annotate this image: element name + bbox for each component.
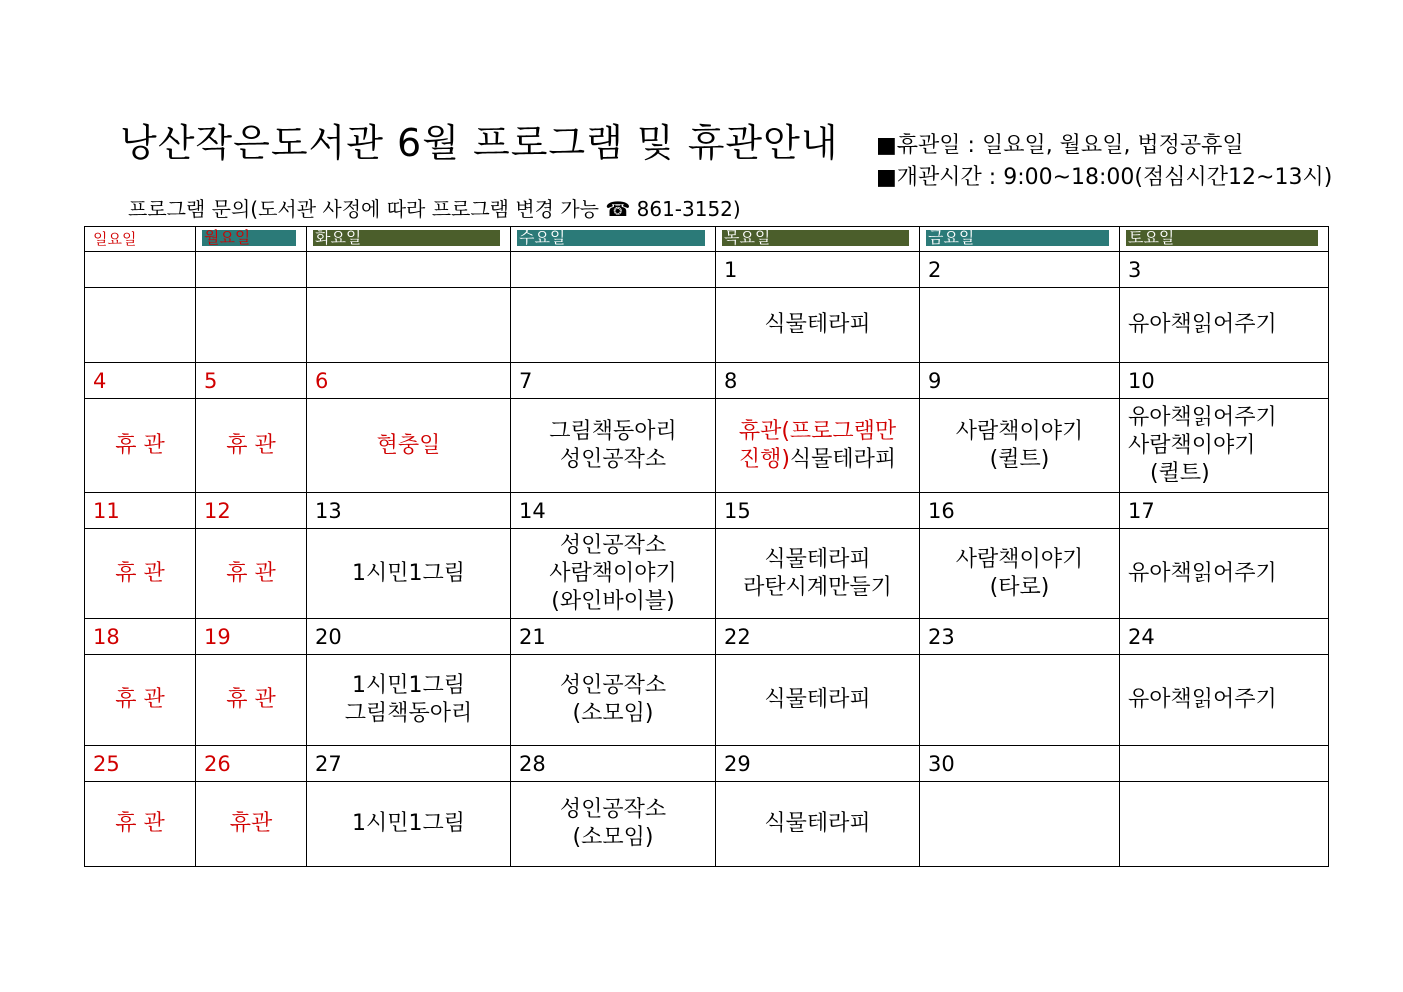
date-cell: 21 <box>511 619 716 655</box>
date-row <box>85 619 1329 655</box>
date-cell: 17 <box>1120 493 1329 529</box>
date-cell: 28 <box>511 746 716 782</box>
event-text: 그림책동아리 <box>344 701 473 726</box>
event-text: (소모임) <box>572 825 654 850</box>
event-text: 1시민1그림 <box>351 673 465 698</box>
event-row <box>85 655 1329 746</box>
event-text: 사람책이야기 <box>549 560 677 586</box>
event-text: 유아책읽어주기 <box>1128 687 1277 712</box>
event-text: 유아책읽어주기 <box>1128 312 1277 337</box>
event-text: 사람책이야기 <box>955 546 1084 572</box>
date-cell: 2 <box>920 252 1120 288</box>
date-cell: 26 <box>196 746 307 782</box>
event-text: 휴 관 <box>226 432 276 458</box>
event-row <box>85 782 1329 867</box>
header-tuesday: 화요일 <box>307 227 511 252</box>
event-text: 1시민1그림 <box>351 560 465 586</box>
event-text: 사람책이야기 <box>1128 432 1256 458</box>
date-cell: 12 <box>196 493 307 529</box>
date-cell: 14 <box>511 493 716 529</box>
event-cell <box>1120 288 1329 363</box>
event-cell <box>920 655 1120 746</box>
program-inquiry: 프로그램 문의(도서관 사정에 따라 프로그램 변경 가능 ☎ 861-3152) <box>128 197 741 221</box>
event-text: (퀼트) <box>989 446 1050 472</box>
event-text: 휴관 <box>229 811 273 836</box>
event-cell <box>920 288 1120 363</box>
event-text: 식물테라피 <box>764 312 871 337</box>
event-text: 휴 관 <box>115 432 165 458</box>
event-cell <box>920 782 1120 867</box>
date-cell: 7 <box>511 363 716 399</box>
program-calendar <box>84 226 1329 867</box>
event-text: 성인공작소 <box>559 446 667 472</box>
event-text: 휴 관 <box>115 687 165 712</box>
event-text: 휴 관 <box>115 811 165 836</box>
event-text: (타로) <box>989 574 1050 600</box>
date-cell: 22 <box>716 619 920 655</box>
date-row <box>85 493 1329 529</box>
date-row <box>85 252 1329 288</box>
event-cell <box>85 399 196 493</box>
event-text: 그림책동아리 <box>549 418 677 444</box>
event-row <box>85 288 1329 363</box>
event-text: 유아책읽어주기 <box>1128 404 1277 430</box>
date-row <box>85 363 1329 399</box>
date-cell: 29 <box>716 746 920 782</box>
date-cell: 15 <box>716 493 920 529</box>
event-cell <box>1120 655 1329 746</box>
event-text: 라탄시계만들기 <box>743 574 892 600</box>
event-cell <box>716 782 920 867</box>
event-text: (퀼트) <box>1150 460 1210 486</box>
event-text: 식물테라피 <box>764 546 871 572</box>
date-cell: 10 <box>1120 363 1329 399</box>
event-text: 1시민1그림 <box>351 811 465 836</box>
event-text: 휴 관 <box>226 560 276 586</box>
event-cell <box>307 288 511 363</box>
event-text: 진행)식물테라피 <box>738 446 897 472</box>
event-cell <box>196 655 307 746</box>
event-cell <box>511 288 716 363</box>
event-text: 현충일 <box>376 432 441 458</box>
event-text: 유아책읽어주기 <box>1128 560 1277 586</box>
date-cell: 23 <box>920 619 1120 655</box>
event-text: 식물테라피 <box>764 811 871 836</box>
date-cell: 20 <box>307 619 511 655</box>
date-cell: 19 <box>196 619 307 655</box>
date-cell: 27 <box>307 746 511 782</box>
date-cell: 13 <box>307 493 511 529</box>
date-cell <box>307 252 511 288</box>
event-cell <box>307 782 511 867</box>
date-cell: 30 <box>920 746 1120 782</box>
date-cell: 16 <box>920 493 1120 529</box>
event-text: (소모임) <box>572 701 654 726</box>
date-cell: 11 <box>85 493 196 529</box>
header-sunday: 일요일 <box>85 227 196 252</box>
event-cell <box>85 782 196 867</box>
event-cell <box>1120 399 1329 493</box>
event-cell <box>716 288 920 363</box>
event-cell <box>307 529 511 619</box>
event-cell <box>716 529 920 619</box>
event-cell <box>511 655 716 746</box>
date-cell <box>1120 746 1329 782</box>
event-cell <box>511 399 716 493</box>
date-cell <box>511 252 716 288</box>
date-cell: 24 <box>1120 619 1329 655</box>
event-row <box>85 399 1329 493</box>
date-cell <box>196 252 307 288</box>
date-cell: 5 <box>196 363 307 399</box>
event-cell <box>196 399 307 493</box>
event-text: 휴 관 <box>115 560 165 586</box>
event-cell <box>307 655 511 746</box>
event-cell <box>307 399 511 493</box>
date-cell: 4 <box>85 363 196 399</box>
event-text: 휴 관 <box>226 687 276 712</box>
library-info <box>876 130 1332 194</box>
event-text: 사람책이야기 <box>955 418 1084 444</box>
header-monday: 월요일 <box>196 227 307 252</box>
event-cell <box>196 288 307 363</box>
date-cell: 6 <box>307 363 511 399</box>
event-text: 성인공작소 <box>559 797 667 822</box>
event-cell <box>511 782 716 867</box>
date-cell: 25 <box>85 746 196 782</box>
date-row <box>85 746 1329 782</box>
event-cell <box>196 782 307 867</box>
event-cell <box>85 529 196 619</box>
event-cell <box>716 655 920 746</box>
event-text: 휴관(프로그램만 <box>738 418 897 444</box>
event-text: 성인공작소 <box>559 532 667 558</box>
header-friday: 금요일 <box>920 227 1120 252</box>
header-saturday: 토요일 <box>1120 227 1329 252</box>
header-wednesday: 수요일 <box>511 227 716 252</box>
closed-days: ■휴관일 : 일요일, 월요일, 법정공휴일 <box>876 133 1244 158</box>
date-cell <box>85 252 196 288</box>
event-cell <box>920 529 1120 619</box>
date-cell: 18 <box>85 619 196 655</box>
event-cell <box>511 529 716 619</box>
open-hours: ■개관시간 : 9:00~18:00(점심시간12~13시) <box>876 165 1333 190</box>
event-cell <box>85 655 196 746</box>
event-cell <box>920 399 1120 493</box>
page-title: 낭산작은도서관 6월 프로그램 및 휴관안내 <box>120 121 839 165</box>
event-cell <box>85 288 196 363</box>
date-cell: 1 <box>716 252 920 288</box>
event-text: (와인바이블) <box>551 588 675 614</box>
weekday-header-row <box>85 227 1329 252</box>
header-thursday: 목요일 <box>716 227 920 252</box>
date-cell: 8 <box>716 363 920 399</box>
event-cell <box>1120 782 1329 867</box>
event-cell <box>716 399 920 493</box>
event-text: 식물테라피 <box>764 687 871 712</box>
event-cell <box>1120 529 1329 619</box>
event-cell <box>196 529 307 619</box>
event-row <box>85 529 1329 619</box>
event-text: 성인공작소 <box>559 673 667 698</box>
date-cell: 3 <box>1120 252 1329 288</box>
date-cell: 9 <box>920 363 1120 399</box>
